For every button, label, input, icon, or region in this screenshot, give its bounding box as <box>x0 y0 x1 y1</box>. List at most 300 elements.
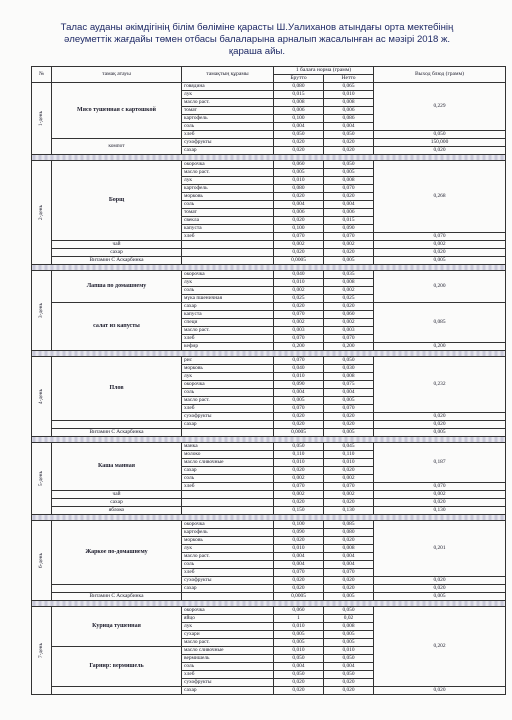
day-label: 7-день <box>38 642 44 659</box>
netto-cell: 0,004 <box>324 561 374 569</box>
netto-cell: 0,004 <box>324 663 374 671</box>
dish-name-cell: Витамин С Аскарбинка <box>52 429 182 437</box>
ingredient-cell: окорочка <box>182 521 274 529</box>
netto-cell: 0,020 <box>324 537 374 545</box>
column-header-netto: Нетто <box>324 75 374 83</box>
ingredient-cell: сахар <box>182 585 274 593</box>
output-cell: 0,085 <box>374 303 506 343</box>
netto-cell: 0,050 <box>324 655 374 663</box>
netto-cell: 0,045 <box>324 443 374 451</box>
ingredient-cell: сахар <box>182 147 274 155</box>
brutto-cell: 0,020 <box>274 249 324 257</box>
netto-cell: 0,002 <box>324 241 374 249</box>
ingredient-cell: хлеб <box>182 671 274 679</box>
brutto-cell: 0,090 <box>274 529 324 537</box>
netto-cell: 0,020 <box>324 193 374 201</box>
brutto-cell: 0,004 <box>274 663 324 671</box>
netto-cell: 0,004 <box>324 553 374 561</box>
table-row <box>32 687 506 695</box>
header-line-3: қараша айы. <box>228 46 286 57</box>
brutto-cell: 0,020 <box>274 193 324 201</box>
output-cell: 0,070 <box>374 483 506 491</box>
day-label-cell <box>32 607 52 695</box>
ingredient-cell: окорочка <box>182 161 274 169</box>
table-row <box>32 507 506 515</box>
table-row <box>32 139 506 147</box>
netto-cell: 0,030 <box>324 365 374 373</box>
brutto-cell: 0,005 <box>274 397 324 405</box>
netto-cell: 0,070 <box>324 335 374 343</box>
day-label-cell <box>32 83 52 155</box>
netto-cell: 0,004 <box>324 123 374 131</box>
netto-cell: 0,130 <box>324 507 374 515</box>
dish-name-cell: Мясо тушенная с картошкой <box>52 83 182 139</box>
brutto-cell: 0,070 <box>274 233 324 241</box>
ingredient-cell: соль <box>182 287 274 295</box>
brutto-cell: 0,020 <box>274 413 324 421</box>
brutto-cell: 0,010 <box>274 177 324 185</box>
ingredient-cell: молоко <box>182 451 274 459</box>
netto-cell: 0,020 <box>324 147 374 155</box>
column-header-ingredients: тамақтың құрамы <box>182 67 274 83</box>
table-row <box>32 491 506 499</box>
table-row <box>32 241 506 249</box>
output-cell: 0,005 <box>374 429 506 437</box>
brutto-cell: 0,100 <box>274 115 324 123</box>
ingredient-cell: соль <box>182 561 274 569</box>
output-cell: 0,232 <box>374 357 506 413</box>
ingredient-cell: лук <box>182 623 274 631</box>
brutto-cell: 0,040 <box>274 365 324 373</box>
netto-cell: 0,020 <box>324 467 374 475</box>
table-row <box>32 357 506 365</box>
ingredient-cell: сахар <box>182 303 274 311</box>
netto-cell: 0,008 <box>324 279 374 287</box>
ingredient-cell <box>182 593 274 601</box>
output-cell: 0,020 <box>374 585 506 593</box>
ingredient-cell: масло раст. <box>182 327 274 335</box>
dish-name-cell: Каша манная <box>52 443 182 491</box>
ingredient-cell: сахар <box>182 421 274 429</box>
ingredient-cell: специ <box>182 319 274 327</box>
output-cell: 0,201 <box>374 521 506 577</box>
ingredient-cell: масло раст. <box>182 169 274 177</box>
brutto-cell: 0,020 <box>274 679 324 687</box>
ingredient-cell: капуста <box>182 311 274 319</box>
table-row <box>32 593 506 601</box>
ingredient-cell: соль <box>182 663 274 671</box>
brutto-cell: 0,020 <box>274 577 324 585</box>
ingredient-cell <box>182 491 274 499</box>
table-row <box>32 499 506 507</box>
netto-cell: 0,010 <box>324 459 374 467</box>
ingredient-cell <box>182 241 274 249</box>
brutto-cell: 0,070 <box>274 405 324 413</box>
day-label: 1-день <box>38 110 44 127</box>
dish-name-cell: яблоко <box>52 507 182 515</box>
output-cell: 0,002 <box>374 241 506 249</box>
table-row <box>32 161 506 169</box>
day-label: 3-день <box>38 302 44 319</box>
table-row <box>32 257 506 265</box>
brutto-cell: 0,015 <box>274 91 324 99</box>
netto-cell: 0,005 <box>324 257 374 265</box>
ingredient-cell: лук <box>182 279 274 287</box>
table-row <box>32 429 506 437</box>
brutto-cell: 0,020 <box>274 537 324 545</box>
brutto-cell: 0,004 <box>274 123 324 131</box>
ingredient-cell: лук <box>182 177 274 185</box>
ingredient-cell <box>182 249 274 257</box>
dish-name-cell: салат из капусты <box>52 303 182 351</box>
brutto-cell: 0,050 <box>274 443 324 451</box>
dish-name-cell: Жаркое по-домашнему <box>52 521 182 585</box>
netto-cell: 0,070 <box>324 233 374 241</box>
ingredient-cell: морковь <box>182 537 274 545</box>
netto-cell: 0,020 <box>324 679 374 687</box>
output-cell: 150,000 <box>374 139 506 147</box>
brutto-cell: 0,150 <box>274 507 324 515</box>
netto-cell: 0,050 <box>324 161 374 169</box>
netto-cell: 0,050 <box>324 131 374 139</box>
netto-cell: 0,005 <box>324 631 374 639</box>
brutto-cell: 0,002 <box>274 319 324 327</box>
netto-cell: 0,002 <box>324 475 374 483</box>
column-header-norm: 1 балаға норма (грамм) <box>274 67 374 75</box>
ingredient-cell: соль <box>182 389 274 397</box>
output-cell: 0,200 <box>374 343 506 351</box>
ingredient-cell: соль <box>182 123 274 131</box>
ingredient-cell: томат <box>182 107 274 115</box>
ingredient-cell: масло сливочные <box>182 459 274 467</box>
ingredient-cell: яйцо <box>182 615 274 623</box>
brutto-cell: 0,060 <box>274 607 324 615</box>
dish-name-cell <box>52 421 182 429</box>
day-label: 4-день <box>38 388 44 405</box>
ingredient-cell: рис <box>182 357 274 365</box>
column-header-brutto: Брутто <box>274 75 324 83</box>
netto-cell: 0,200 <box>324 343 374 351</box>
brutto-cell: 0,002 <box>274 241 324 249</box>
output-cell: 0,070 <box>374 233 506 241</box>
netto-cell: 0,005 <box>324 593 374 601</box>
netto-cell: 0,065 <box>324 83 374 91</box>
netto-cell: 0,008 <box>324 545 374 553</box>
netto-cell: 0,004 <box>324 389 374 397</box>
netto-cell: 0,020 <box>324 413 374 421</box>
header-line-2: әлеуметтік жағдайы төмен отбасы балаларына арналып жасалынған ас мәзірі 2018 ж. <box>63 34 451 45</box>
dish-name-cell <box>52 585 182 593</box>
ingredient-cell: соль <box>182 201 274 209</box>
output-cell: 0,020 <box>374 421 506 429</box>
ingredient-cell <box>182 257 274 265</box>
dish-name-cell: чай <box>52 241 182 249</box>
brutto-cell: 0,050 <box>274 655 324 663</box>
netto-cell: 0,002 <box>324 319 374 327</box>
dish-name-cell <box>52 687 182 695</box>
brutto-cell: 0,020 <box>274 687 324 695</box>
ingredient-cell: масло сливочные <box>182 647 274 655</box>
brutto-cell: 0,020 <box>274 467 324 475</box>
brutto-cell: 0,050 <box>274 131 324 139</box>
brutto-cell: 0,020 <box>274 499 324 507</box>
brutto-cell: 0,020 <box>274 147 324 155</box>
netto-cell: 0,008 <box>324 99 374 107</box>
dish-name-cell: Лапша по домашнему <box>52 271 182 303</box>
ingredient-cell: морковь <box>182 193 274 201</box>
netto-cell: 0,020 <box>324 585 374 593</box>
ingredient-cell: хлеб <box>182 483 274 491</box>
output-cell: 0,005 <box>374 257 506 265</box>
output-cell: 0,202 <box>374 607 506 687</box>
ingredient-cell: томат <box>182 209 274 217</box>
netto-cell: 0,110 <box>324 451 374 459</box>
ingredient-cell: окорочка <box>182 271 274 279</box>
header-line-1: Талас ауданы әкімдігінің білім бөліміне қарасты Ш.Уалиханов атындағы орта мектебінің <box>60 22 454 33</box>
netto-cell: 0,002 <box>324 491 374 499</box>
ingredient-cell: окорочка <box>182 381 274 389</box>
netto-cell: 0,015 <box>324 217 374 225</box>
netto-cell: 0,006 <box>324 209 374 217</box>
output-cell: 0,020 <box>374 249 506 257</box>
ingredient-cell: сухофрукты <box>182 679 274 687</box>
brutto-cell: 0,010 <box>274 545 324 553</box>
brutto-cell: 0,020 <box>274 217 324 225</box>
ingredient-cell: капуста <box>182 225 274 233</box>
brutto-cell: 0,005 <box>274 631 324 639</box>
brutto-cell: 0,110 <box>274 451 324 459</box>
netto-cell: 0,090 <box>324 225 374 233</box>
ingredient-cell: хлеб <box>182 569 274 577</box>
brutto-cell: 0,010 <box>274 623 324 631</box>
day-label-cell <box>32 357 52 437</box>
brutto-cell: 0,010 <box>274 279 324 287</box>
ingredient-cell: масло раст. <box>182 639 274 647</box>
netto-cell: 0,002 <box>324 287 374 295</box>
netto-cell: 0,020 <box>324 249 374 257</box>
day-label-cell <box>32 443 52 515</box>
brutto-cell: 0,0005 <box>274 257 324 265</box>
ingredient-cell: масло раст. <box>182 397 274 405</box>
netto-cell: 0,070 <box>324 483 374 491</box>
ingredient-cell: лук <box>182 91 274 99</box>
day-label-cell <box>32 161 52 265</box>
output-cell: 0,020 <box>374 577 506 585</box>
netto-cell: 0,005 <box>324 397 374 405</box>
brutto-cell: 0,040 <box>274 271 324 279</box>
dish-name-cell: сахар <box>52 499 182 507</box>
netto-cell: 0,003 <box>324 327 374 335</box>
output-cell: 0,187 <box>374 443 506 483</box>
netto-cell: 0,020 <box>324 303 374 311</box>
netto-cell: 0,02 <box>324 615 374 623</box>
ingredient-cell: соль <box>182 475 274 483</box>
table-row <box>32 83 506 91</box>
column-header-dish: тамақ атауы <box>52 67 182 83</box>
netto-cell: 0,005 <box>324 169 374 177</box>
dish-name-cell: Борщ <box>52 161 182 241</box>
netto-cell: 0,086 <box>324 115 374 123</box>
ingredient-cell: картофель <box>182 529 274 537</box>
brutto-cell: 0,004 <box>274 561 324 569</box>
netto-cell: 0,004 <box>324 201 374 209</box>
table-header-row <box>32 67 506 75</box>
table-row <box>32 521 506 529</box>
menu-table-body <box>32 83 506 695</box>
brutto-cell: 0,006 <box>274 107 324 115</box>
brutto-cell: 0,060 <box>274 161 324 169</box>
dish-name-cell: компот <box>52 139 182 155</box>
netto-cell: 0,008 <box>324 373 374 381</box>
menu-table <box>31 66 506 695</box>
netto-cell: 0,020 <box>324 421 374 429</box>
ingredient-cell: сахар <box>182 687 274 695</box>
brutto-cell: 0,090 <box>274 381 324 389</box>
ingredient-cell: кефир <box>182 343 274 351</box>
netto-cell: 0,020 <box>324 499 374 507</box>
ingredient-cell <box>182 429 274 437</box>
netto-cell: 0,070 <box>324 569 374 577</box>
brutto-cell: 0,0005 <box>274 429 324 437</box>
ingredient-cell: масло раст. <box>182 99 274 107</box>
brutto-cell: 0,100 <box>274 225 324 233</box>
netto-cell: 0,035 <box>324 271 374 279</box>
netto-cell: 0,020 <box>324 687 374 695</box>
ingredient-cell: мүка пшеничная <box>182 295 274 303</box>
ingredient-cell: сухари <box>182 631 274 639</box>
brutto-cell: 0,010 <box>274 373 324 381</box>
table-row <box>32 271 506 279</box>
brutto-cell: 0,070 <box>274 311 324 319</box>
dish-name-cell: сахар <box>52 249 182 257</box>
brutto-cell: 0,005 <box>274 169 324 177</box>
brutto-cell: 0,006 <box>274 209 324 217</box>
brutto-cell: 0,010 <box>274 647 324 655</box>
brutto-cell: 0,003 <box>274 327 324 335</box>
output-cell: 0,020 <box>374 499 506 507</box>
ingredient-cell: картофель <box>182 115 274 123</box>
netto-cell: 0,010 <box>324 647 374 655</box>
brutto-cell: 0,025 <box>274 295 324 303</box>
table-row <box>32 249 506 257</box>
netto-cell: 0,050 <box>324 357 374 365</box>
ingredient-cell: сухофрукты <box>182 413 274 421</box>
netto-cell: 0,075 <box>324 381 374 389</box>
brutto-cell: 0,020 <box>274 139 324 147</box>
brutto-cell: 0,004 <box>274 553 324 561</box>
ingredient-cell: хлеб <box>182 131 274 139</box>
ingredient-cell: морковь <box>182 365 274 373</box>
brutto-cell: 0,200 <box>274 343 324 351</box>
ingredient-cell: лук <box>182 545 274 553</box>
brutto-cell: 0,050 <box>274 671 324 679</box>
day-label: 6-день <box>38 552 44 569</box>
table-row <box>32 303 506 311</box>
dish-name-cell: Витамин С Аскарбинка <box>52 257 182 265</box>
brutto-cell: 0,008 <box>274 99 324 107</box>
output-cell: 0,020 <box>374 687 506 695</box>
dish-name-cell: чай <box>52 491 182 499</box>
brutto-cell: 0,020 <box>274 421 324 429</box>
netto-cell: 0,005 <box>324 639 374 647</box>
table-row <box>32 443 506 451</box>
netto-cell: 0,020 <box>324 577 374 585</box>
brutto-cell: 0,004 <box>274 201 324 209</box>
brutto-cell: 0,070 <box>274 569 324 577</box>
ingredient-cell: сахар <box>182 467 274 475</box>
output-cell: 0,020 <box>374 413 506 421</box>
dish-name-cell: Гарнир: вермишель <box>52 647 182 687</box>
netto-cell: 0,010 <box>324 91 374 99</box>
brutto-cell: 0,0005 <box>274 593 324 601</box>
netto-cell: 0,085 <box>324 521 374 529</box>
brutto-cell: 0,002 <box>274 287 324 295</box>
brutto-cell: 0,002 <box>274 475 324 483</box>
ingredient-cell: окорочка <box>182 607 274 615</box>
table-row <box>32 607 506 615</box>
column-header-output: Выход блюд (грамм) <box>374 67 506 83</box>
document-header <box>22 22 492 58</box>
ingredient-cell: хлеб <box>182 405 274 413</box>
netto-cell: 0,008 <box>324 177 374 185</box>
ingredient-cell: картофель <box>182 185 274 193</box>
netto-cell: 0,008 <box>324 623 374 631</box>
brutto-cell: 0,070 <box>274 357 324 365</box>
day-label-cell <box>32 521 52 601</box>
output-cell: 0,002 <box>374 491 506 499</box>
brutto-cell: 0,020 <box>274 303 324 311</box>
netto-cell: 0,005 <box>324 429 374 437</box>
netto-cell: 0,080 <box>324 529 374 537</box>
brutto-cell: 0,070 <box>274 335 324 343</box>
netto-cell: 0,060 <box>324 311 374 319</box>
ingredient-cell: сухофрукты <box>182 577 274 585</box>
brutto-cell: 0,005 <box>274 639 324 647</box>
output-cell: 0,005 <box>374 593 506 601</box>
day-label-cell <box>32 271 52 351</box>
netto-cell: 0,025 <box>324 295 374 303</box>
dish-name-cell: Плов <box>52 357 182 421</box>
brutto-cell: 0,020 <box>274 585 324 593</box>
brutto-cell: 0,080 <box>274 185 324 193</box>
dish-name-cell: Курица тушенная <box>52 607 182 647</box>
day-label: 5-день <box>38 470 44 487</box>
output-cell: 0,020 <box>374 147 506 155</box>
brutto-cell: 1 <box>274 615 324 623</box>
ingredient-cell: вермишель <box>182 655 274 663</box>
ingredient-cell: говядина <box>182 83 274 91</box>
dish-name-cell: Витамин С Аскарбинка <box>52 593 182 601</box>
table-row <box>32 421 506 429</box>
netto-cell: 0,070 <box>324 185 374 193</box>
netto-cell: 0,050 <box>324 671 374 679</box>
ingredient-cell: хлеб <box>182 233 274 241</box>
ingredient-cell: масло раст. <box>182 553 274 561</box>
ingredient-cell: манка <box>182 443 274 451</box>
table-row <box>32 585 506 593</box>
ingredient-cell: хлеб <box>182 335 274 343</box>
column-header-number: № <box>32 67 52 83</box>
output-cell: 0,130 <box>374 507 506 515</box>
ingredient-cell: свекла <box>182 217 274 225</box>
ingredient-cell <box>182 499 274 507</box>
ingredient-cell <box>182 507 274 515</box>
brutto-cell: 0,100 <box>274 521 324 529</box>
ingredient-cell: лук <box>182 373 274 381</box>
brutto-cell: 0,002 <box>274 491 324 499</box>
brutto-cell: 0,010 <box>274 459 324 467</box>
brutto-cell: 0,004 <box>274 389 324 397</box>
